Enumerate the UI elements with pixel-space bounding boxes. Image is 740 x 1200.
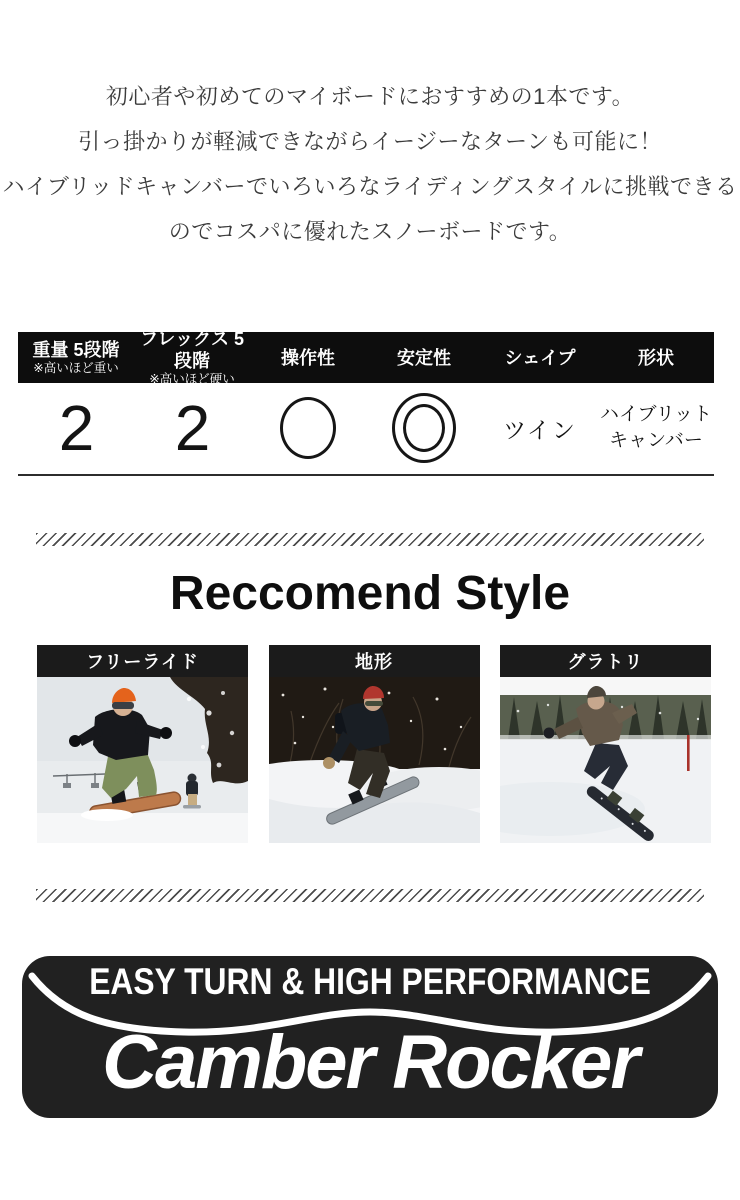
spec-col-weight [18,339,134,376]
intro-line-2: 引っ掛かりが軽減できながらイージーなターンも可能に！ [77,129,663,154]
weight-value: 2 [58,392,94,464]
style-label-freeride: フリーライド [37,645,248,677]
spec-col-control-label: 操作性 [281,347,335,368]
style-card-freeride [37,645,248,843]
spec-values-row [18,388,714,468]
spec-col-form-label: 形状 [638,347,674,368]
spec-table [18,329,714,476]
intro-text [0,74,740,254]
form-value-line-1: ハイブリット [600,404,712,425]
ground-trick-photo [500,677,711,843]
intro-line-4: のでコスパに優れたスノーボードです。 [168,219,572,244]
spec-col-stability-label: 安定性 [397,347,451,368]
banner-title: Camber Rocker [102,1020,638,1105]
double-circle-icon [392,393,456,463]
recommend-styles-row [37,645,711,843]
spec-col-flex [134,328,250,387]
spec-col-shape [482,347,598,369]
banner-tagline: EASY TURN & HIGH PERFORMANCE [89,961,651,1002]
stability-value [366,393,482,463]
style-label-terrain: 地形 [269,645,480,677]
shape-value: ツイン [503,416,577,443]
hatched-divider-bottom [36,889,704,902]
hatched-divider-top [36,533,704,546]
style-card-terrain [269,645,480,843]
spec-col-control [250,347,366,369]
spec-col-weight-note: ※高いほど重い [33,361,119,375]
camber-rocker-banner [22,956,718,1118]
freeride-photo [37,677,248,843]
flex-value: 2 [174,392,210,464]
style-card-gratori [500,645,711,843]
spec-col-shape-label: シェイプ [504,347,576,368]
style-label-gratori: グラトリ [500,645,711,677]
intro-line-1: 初心者や初めてのマイボードにおすすめの1本です。 [105,84,635,109]
spec-col-weight-label: 重量 5段階 [32,340,120,360]
spec-col-flex-note: ※高いほど硬い [149,372,235,386]
single-circle-icon [280,397,336,459]
form-value [598,402,714,454]
form-value-line-2: キャンバー [609,430,703,451]
spec-bottom-rule [18,474,714,476]
spec-col-stability [366,347,482,369]
recommend-style-heading: Reccomend Style [169,567,571,620]
spec-header-bar [18,329,714,386]
spec-col-flex-label: フレックス 5段階 [140,329,244,371]
control-value [250,397,366,459]
spec-col-form [598,347,714,369]
intro-line-3: ハイブリッドキャンバーでいろいろなライディングスタイルに挑戦できる [2,174,738,199]
terrain-photo [269,677,480,843]
